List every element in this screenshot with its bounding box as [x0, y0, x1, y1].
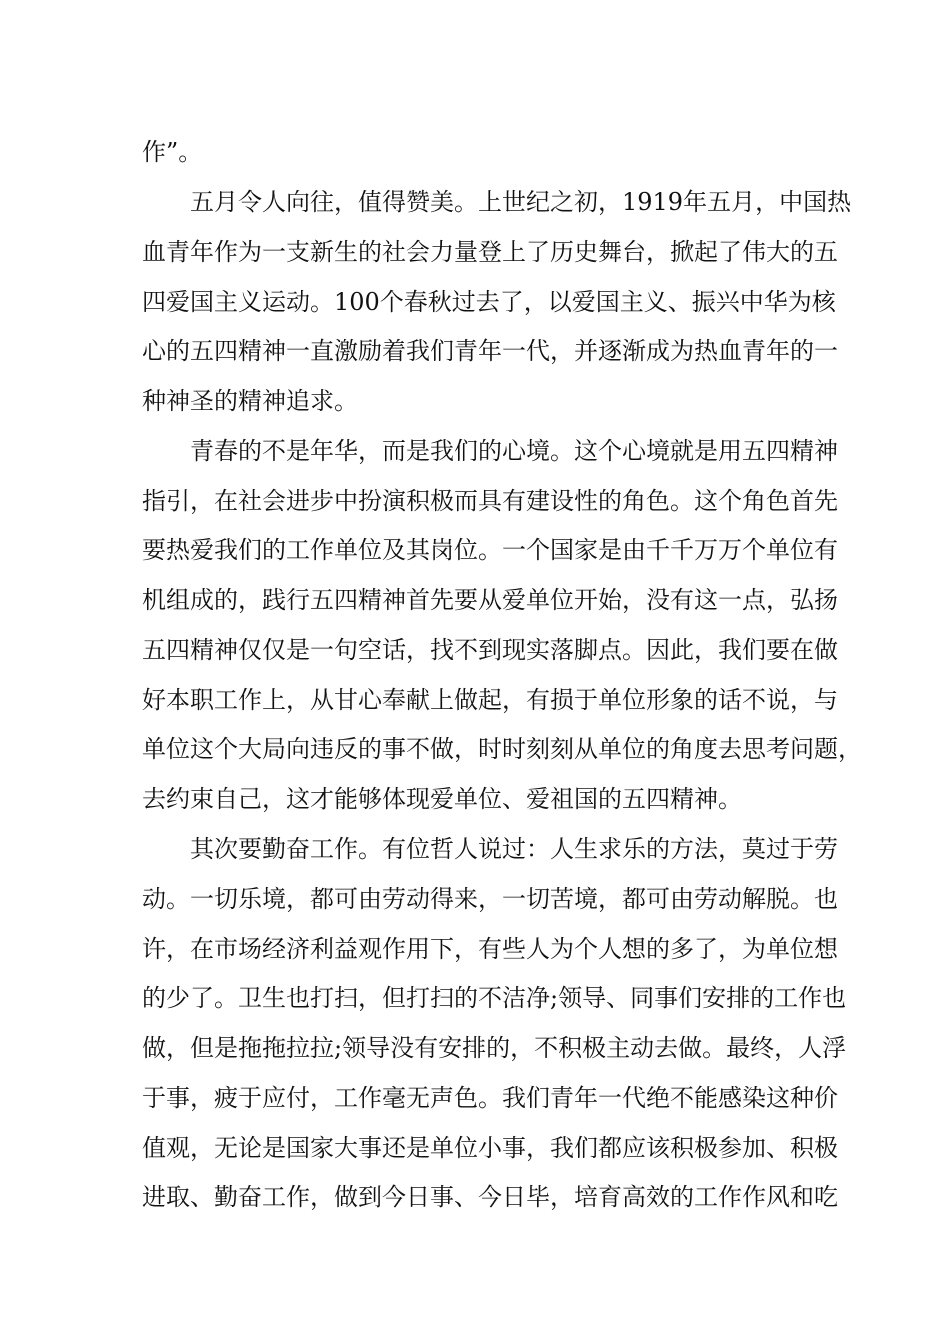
paragraph-first-line: 五月令人向往，值得赞美。上世纪之初，1919年五月，中国热	[190, 188, 852, 216]
text-line: 种神圣的精神追求。	[142, 387, 358, 415]
text-line: 五四精神仅仅是一句空话，找不到现实落脚点。因此，我们要在做	[142, 636, 838, 664]
text-line: 好本职工作上，从甘心奉献上做起，有损于单位形象的话不说，与	[142, 686, 838, 714]
text-line: 四爱国主义运动。100个春秋过去了，以爱国主义、振兴中华为核	[142, 288, 836, 316]
text-line: 指引，在社会进步中扮演积极而具有建设性的角色。这个角色首先	[142, 487, 838, 515]
text-line: 机组成的，践行五四精神首先要从爱单位开始，没有这一点，弘扬	[142, 586, 838, 614]
text-line: 于事，疲于应付，工作毫无声色。我们青年一代绝不能感染这种价	[142, 1084, 838, 1112]
paragraph-first-line: 青春的不是年华，而是我们的心境。这个心境就是用五四精神	[190, 437, 838, 465]
text-line: 去约束自己，这才能够体现爱单位、爱祖国的五四精神。	[142, 785, 742, 813]
text-line: 值观，无论是国家大事还是单位小事，我们都应该积极参加、积极	[142, 1134, 838, 1162]
text-line: 作”。	[142, 138, 203, 166]
text-line: 单位这个大局向违反的事不做，时时刻刻从单位的角度去思考问题，	[142, 735, 862, 763]
text-line: 许，在市场经济利益观作用下，有些人为个人想的多了，为单位想	[142, 935, 838, 963]
text-line: 血青年作为一支新生的社会力量登上了历史舞台，掀起了伟大的五	[142, 238, 838, 266]
text-line: 进取、勤奋工作，做到今日事、今日毕，培育高效的工作作风和吃	[142, 1183, 838, 1211]
text-line: 要热爱我们的工作单位及其岗位。一个国家是由千千万万个单位有	[142, 536, 838, 564]
text-line: 动。一切乐境，都可由劳动得来，一切苦境，都可由劳动解脱。也	[142, 885, 838, 913]
text-line: 的少了。卫生也打扫，但打扫的不洁净;领导、同事们安排的工作也	[142, 984, 847, 1012]
text-line: 心的五四精神一直激励着我们青年一代，并逐渐成为热血青年的一	[142, 337, 838, 365]
text-line: 做，但是拖拖拉拉;领导没有安排的，不积极主动去做。最终，人浮	[142, 1034, 847, 1062]
paragraph-first-line: 其次要勤奋工作。有位哲人说过：人生求乐的方法，莫过于劳	[190, 835, 838, 863]
